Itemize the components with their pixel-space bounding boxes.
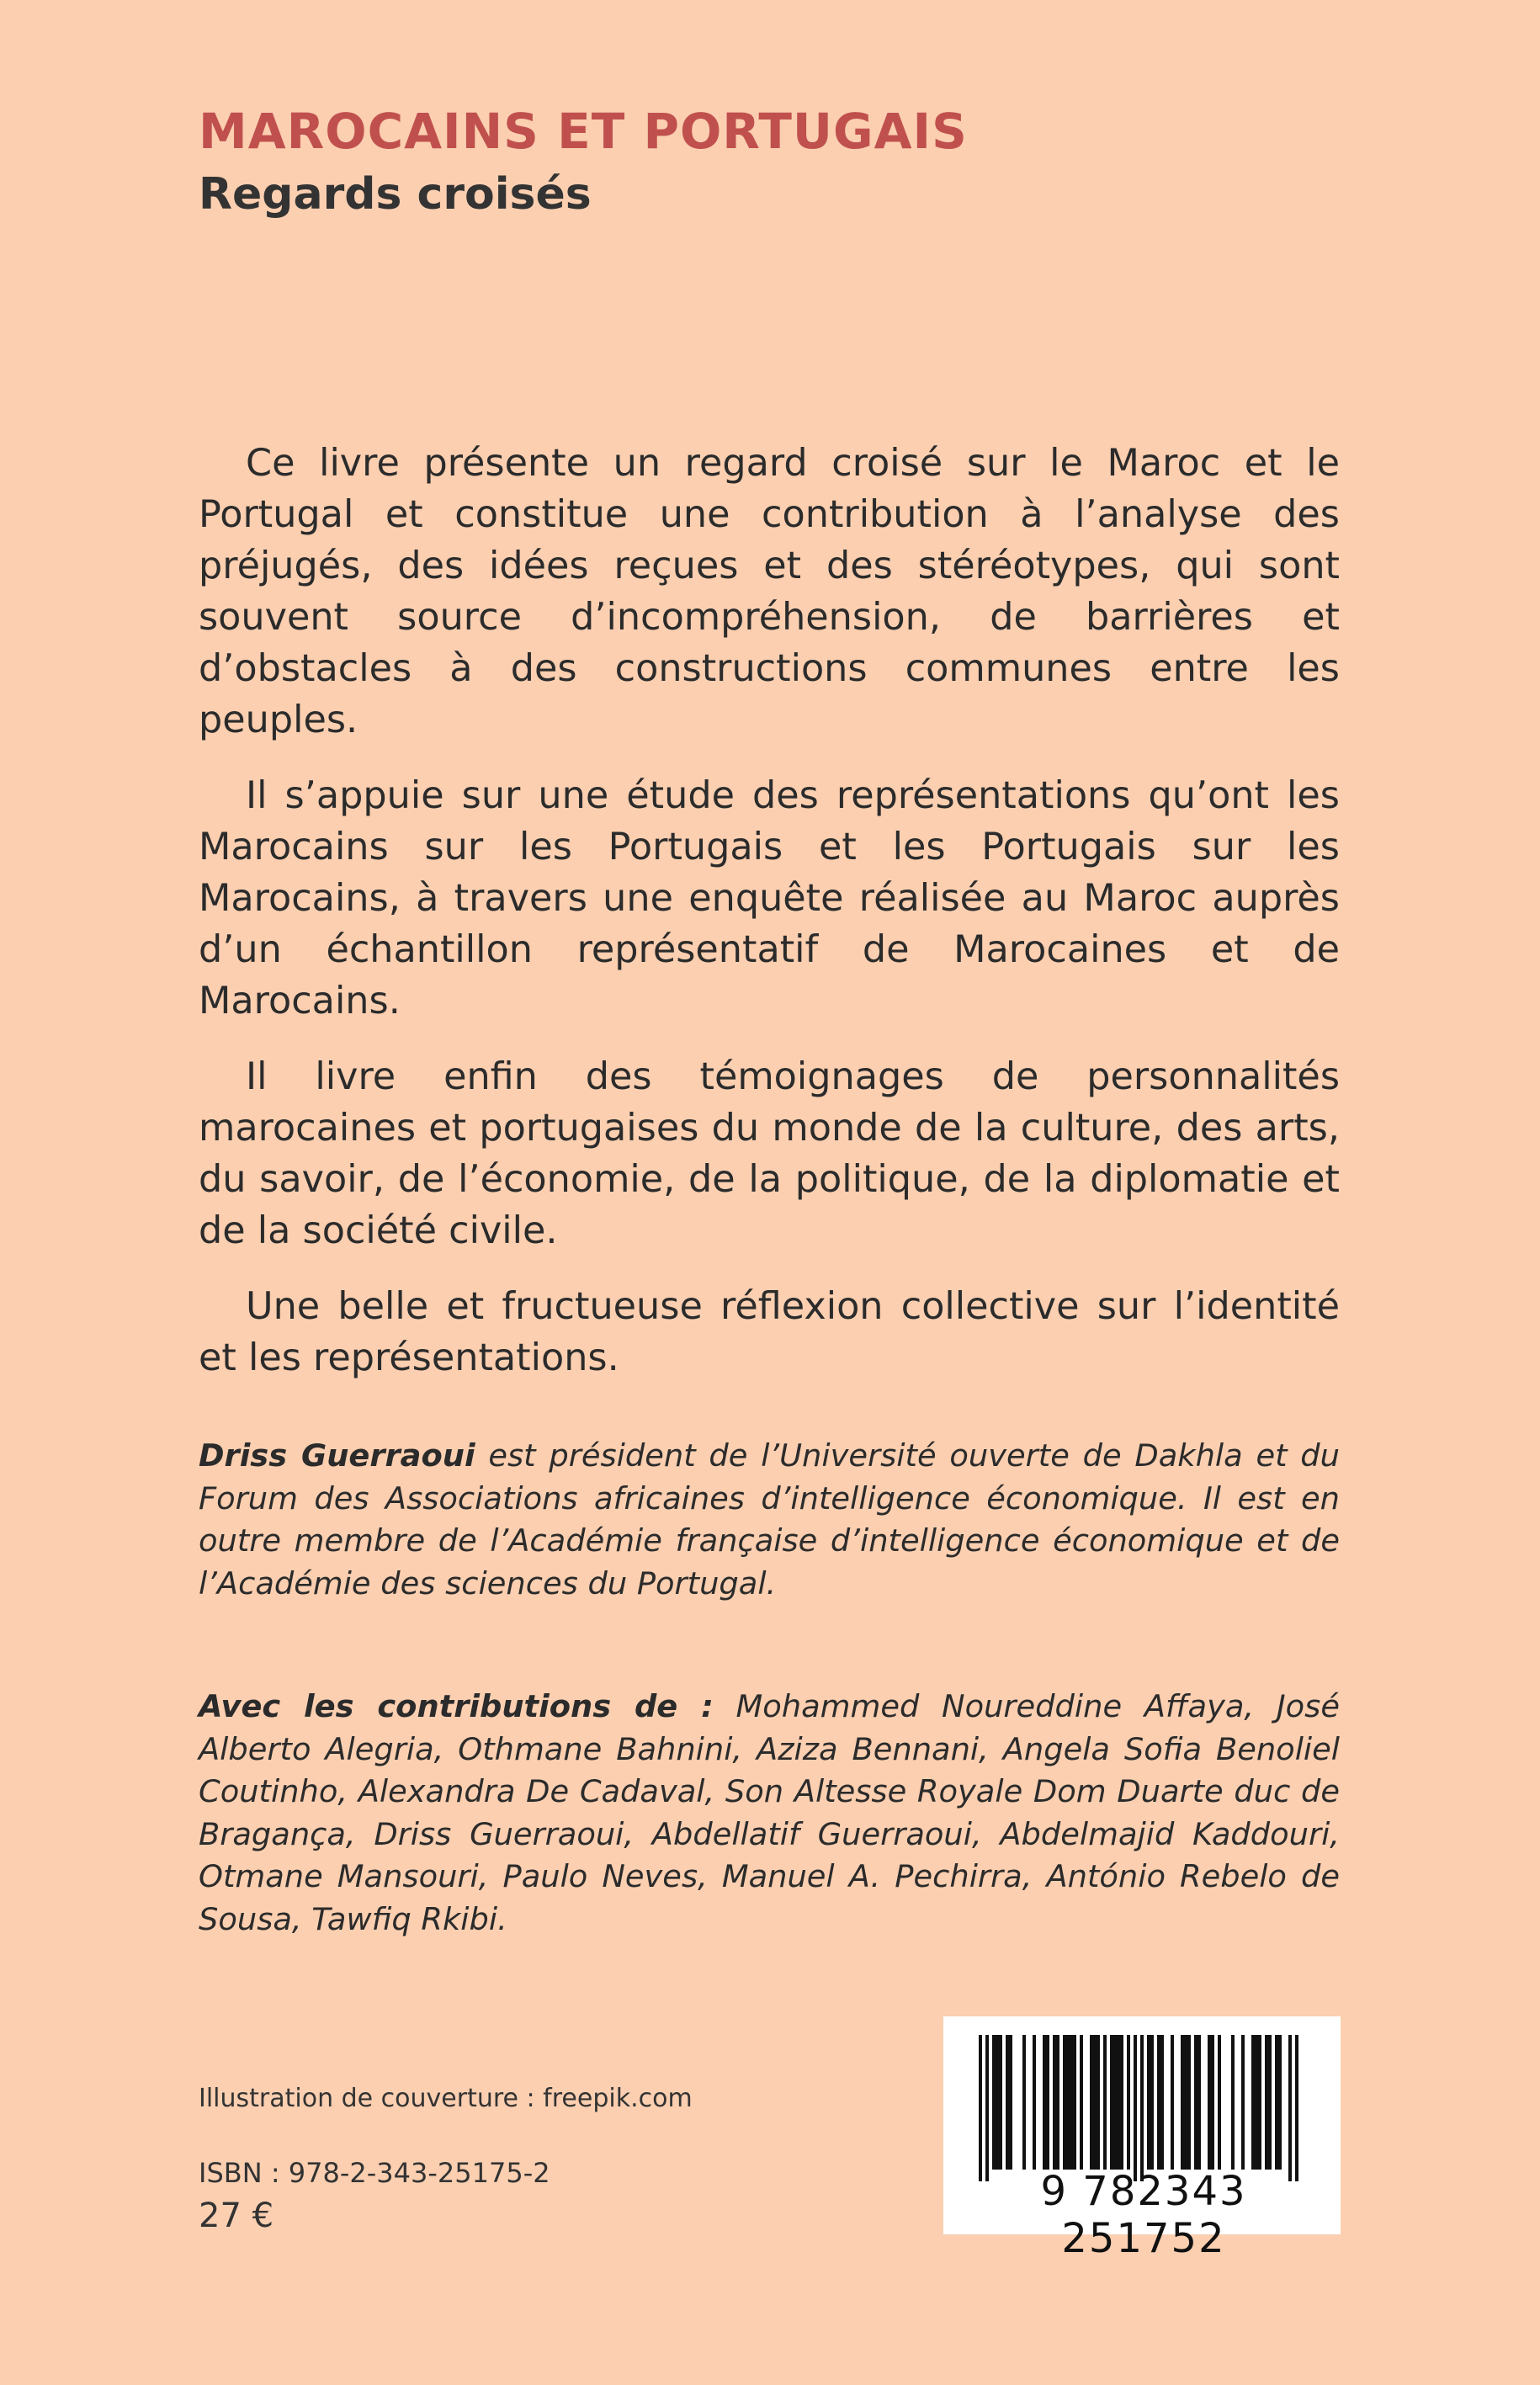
summary-text	[199, 438, 1340, 1408]
barcode-bar	[1103, 2035, 1107, 2170]
barcode-bar	[1090, 2035, 1093, 2170]
barcode-bar	[1268, 2035, 1272, 2170]
barcode-bar	[1255, 2035, 1258, 2170]
barcode-bar	[996, 2035, 999, 2170]
author-bio	[199, 1435, 1340, 1605]
barcode-bar	[1194, 2035, 1197, 2170]
barcode-bar	[1070, 2035, 1073, 2170]
barcode-bar	[1140, 2035, 1144, 2181]
barcode-bar	[1033, 2035, 1036, 2170]
barcode-bar	[979, 2035, 982, 2181]
barcode-bar	[1117, 2035, 1120, 2170]
illustration-credit: Illustration de couverture : freepik.com	[199, 2084, 693, 2113]
book-subtitle: Regards croisés	[199, 169, 592, 220]
barcode-bar	[1093, 2035, 1097, 2170]
barcode-bar	[1171, 2035, 1174, 2170]
barcode-bar	[1063, 2035, 1066, 2170]
barcode-bar	[1134, 2035, 1137, 2181]
barcode-bar	[1009, 2035, 1012, 2170]
summary-paragraph: Il s’appuie sur une étude des représentations qu’ont les Marocains sur les Portugais et les Portugais sur les Marocains, à travers une enquête réalisée au Maroc auprès d’un échantillon représentatif de Marocaines et de Marocains.	[199, 774, 1340, 1023]
barcode-bar	[1080, 2035, 1083, 2170]
barcode-bar	[1056, 2035, 1059, 2170]
barcode-bar	[1295, 2035, 1298, 2181]
barcode-bar	[992, 2035, 996, 2170]
barcode-bar	[1278, 2035, 1282, 2170]
book-title: MAROCAINS ET PORTUGAIS	[199, 103, 968, 160]
barcode-bar	[1241, 2035, 1245, 2170]
barcode-bar	[1046, 2035, 1049, 2170]
barcode-bar	[1073, 2035, 1076, 2170]
barcode-bar	[1127, 2035, 1130, 2170]
barcode-bar	[1265, 2035, 1268, 2170]
barcode-bar	[1113, 2035, 1117, 2170]
barcode-bar	[1006, 2035, 1009, 2170]
barcode-bar	[1043, 2035, 1046, 2170]
summary-paragraph: Il livre enfin des témoignages de personnalités marocaines et portugaises du monde de la culture, des arts, du savoir, de l’économie, de la politique, de la diplomatie et de la société civile.	[199, 1055, 1340, 1252]
summary-paragraph: Ce livre présente un regard croisé sur le Maroc et le Portugal et constitue une contribution à l’analyse des préjugés, des idées reçues et des stéréotypes, qui sont souvent source d’incompréhension, de barrières et d’obstacles à des constructions communes entre les peuples.	[199, 442, 1340, 741]
barcode	[943, 2016, 1341, 2262]
barcode-bar	[1211, 2035, 1214, 2170]
contributors-names: Mohammed Noureddine Affaya, José Alberto Alegria, Othmane Bahnini, Aziza Bennani, Angela Sofia Benoliel Coutinho, Alexandra De Cadaval, Son Altesse Royale Dom Duarte duc de Bragança, Driss Guerraoui, Abdellatif Guerraoui, Abdelmajid Kaddouri, Otmane Mansouri, Paulo Neves, Manuel A. Pechirra, António Rebelo de Sousa, Tawfiq Rkibi.	[199, 1688, 1340, 1937]
author-bio-text: est président de l’Université ouverte de Dakhla et du Forum des Associations africaines d’intelligence économique. Il est en outre membre de l’Académie française d’intelligence économique et de l’Académie des sciences du Portugal.	[199, 1437, 1340, 1602]
barcode-bar	[1110, 2035, 1113, 2170]
barcode-bar	[1258, 2035, 1261, 2170]
barcode-bar	[985, 2035, 989, 2181]
contributors	[199, 1686, 1340, 1941]
summary-paragraph: Une belle et fructueuse réflexion collective sur l’identité et les représentations.	[199, 1285, 1340, 1379]
barcode-bar	[1275, 2035, 1278, 2170]
barcode-bar	[1066, 2035, 1070, 2170]
barcode-bar	[1218, 2035, 1221, 2170]
barcode-bar	[1022, 2035, 1026, 2170]
barcode-bar	[1150, 2035, 1154, 2170]
barcode-bar	[1251, 2035, 1255, 2170]
barcode-bar	[1197, 2035, 1201, 2170]
barcode-bar	[1231, 2035, 1235, 2170]
barcode-bar	[1184, 2035, 1187, 2170]
barcode-bar	[1053, 2035, 1056, 2170]
barcode-bar	[1187, 2035, 1191, 2170]
barcode-bar	[1120, 2035, 1123, 2170]
barcode-bar	[1160, 2035, 1164, 2170]
price: 27 €	[199, 2196, 274, 2235]
isbn: ISBN : 978-2-343-25175-2	[199, 2157, 550, 2189]
contributors-label: Avec les contributions de :	[199, 1688, 714, 1724]
barcode-bar	[1288, 2035, 1292, 2181]
barcode-bar	[1147, 2035, 1150, 2170]
author-name: Driss Guerraoui	[199, 1437, 475, 1474]
barcode-bar	[1208, 2035, 1211, 2170]
barcode-digits: 9 782343 251752	[1040, 2168, 1247, 2262]
barcode-bar	[999, 2035, 1002, 2170]
barcode-bar	[1157, 2035, 1160, 2170]
barcode-bar	[1097, 2035, 1100, 2170]
barcode-bar	[1181, 2035, 1184, 2170]
